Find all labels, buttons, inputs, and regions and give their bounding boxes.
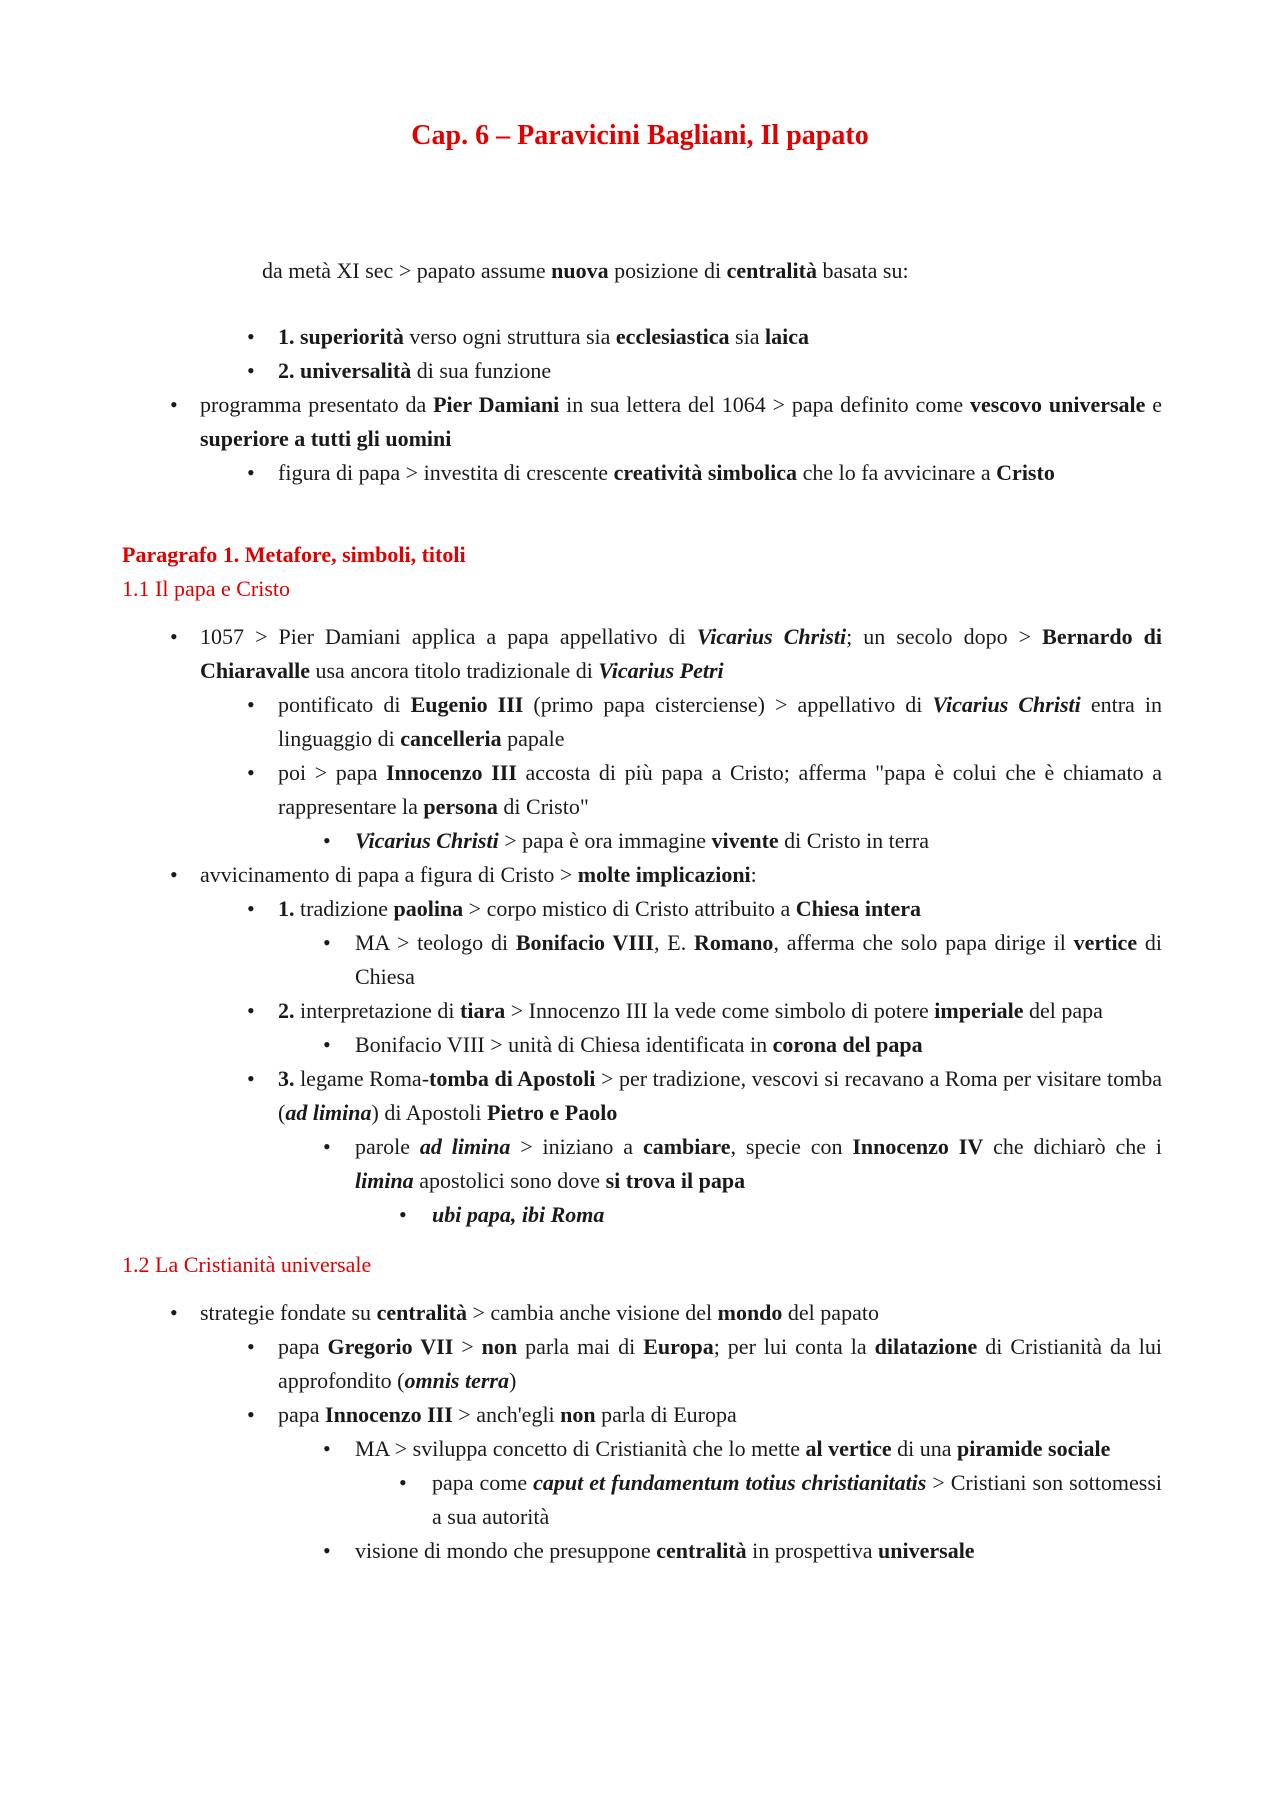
list-item bbox=[122, 456, 1162, 490]
text: pontificato di bbox=[278, 692, 411, 717]
bold-text: mondo bbox=[717, 1300, 783, 1325]
bold-text: centralità bbox=[376, 1300, 467, 1325]
subsection-heading: 1.2 La Cristianità universale bbox=[122, 1252, 372, 1277]
bold-text: dilatazione bbox=[874, 1334, 978, 1359]
text: apostolici sono dove bbox=[413, 1168, 606, 1193]
text: da metà XI sec > papato assume bbox=[262, 258, 552, 283]
text: papa bbox=[278, 1334, 328, 1359]
section-1-1-list bbox=[122, 620, 1162, 1232]
text: accosta di più papa a Cristo; afferma "papa è colui che è chiamato a rappresentare la bbox=[278, 760, 1162, 819]
list-item bbox=[122, 892, 1162, 926]
list-item bbox=[122, 1466, 1162, 1534]
text: , afferma che solo papa dirige il bbox=[773, 930, 1074, 955]
bold-text: Europa bbox=[643, 1334, 714, 1359]
bold-text: nuova bbox=[551, 258, 609, 283]
list-item bbox=[122, 388, 1162, 456]
text: strategie fondate su bbox=[200, 1300, 377, 1325]
text: di sua funzione bbox=[411, 358, 552, 383]
text: > papa è ora immagine bbox=[498, 828, 712, 853]
bold-text: corona del papa bbox=[772, 1032, 923, 1057]
bold-text: superiore a tutti gli uomini bbox=[200, 426, 452, 451]
bold-text: cancelleria bbox=[400, 726, 502, 751]
bold-text: Chiesa intera bbox=[795, 896, 922, 921]
text: che dichiarò che i bbox=[983, 1134, 1163, 1159]
bold-text: Gregorio VII bbox=[327, 1334, 454, 1359]
bold-text: non bbox=[481, 1334, 518, 1359]
text: > anch'egli bbox=[452, 1402, 561, 1427]
text: > iniziano a bbox=[510, 1134, 643, 1159]
list-item bbox=[122, 620, 1162, 688]
list-item bbox=[122, 926, 1162, 994]
list-item bbox=[122, 1062, 1162, 1130]
text: ) bbox=[509, 1368, 517, 1393]
bold-text: Pier Damiani bbox=[433, 392, 560, 417]
list-item bbox=[122, 1198, 1162, 1232]
text: ; per lui conta la bbox=[713, 1334, 875, 1359]
bold-italic-text: Vicarius Christi bbox=[355, 828, 499, 853]
text: e bbox=[1145, 392, 1163, 417]
text: > bbox=[453, 1334, 482, 1359]
list-item bbox=[122, 756, 1162, 824]
text: poi > papa bbox=[278, 760, 386, 785]
list-item bbox=[122, 1130, 1162, 1198]
bold-text: Bernardo di Chiaravalle bbox=[200, 624, 1162, 683]
bold-text: si trova il papa bbox=[605, 1168, 746, 1193]
bold-text: Romano bbox=[693, 930, 774, 955]
bold-italic-text: ad limina bbox=[419, 1134, 511, 1159]
bold-text: Pietro e Paolo bbox=[487, 1100, 618, 1125]
text: posizione di bbox=[608, 258, 727, 283]
list-item bbox=[122, 354, 1162, 388]
bold-text: Bonifacio VIII bbox=[515, 930, 654, 955]
bold-italic-text: caput et fundamentum totius christianitatis bbox=[533, 1470, 927, 1495]
text: , specie con bbox=[730, 1134, 853, 1159]
text: parla mai di bbox=[517, 1334, 644, 1359]
list-item bbox=[122, 1432, 1162, 1466]
text: > corpo mistico di Cristo attribuito a bbox=[463, 896, 796, 921]
bold-text: ecclesiastica bbox=[615, 324, 730, 349]
text: (primo papa cisterciense) > appellativo di bbox=[523, 692, 933, 717]
text: MA > teologo di bbox=[355, 930, 516, 955]
bold-italic-text: Vicarius Christi bbox=[696, 624, 847, 649]
text: > cambia anche visione del bbox=[466, 1300, 718, 1325]
text: parla di Europa bbox=[595, 1402, 737, 1427]
text: papa come bbox=[432, 1470, 534, 1495]
text: entra in linguaggio di bbox=[278, 692, 1162, 751]
bold-text: 1. bbox=[278, 896, 295, 921]
text: avvicinamento di papa a figura di Cristo > bbox=[200, 862, 578, 887]
bold-text: 2. universalità bbox=[278, 358, 412, 383]
bold-text: cambiare bbox=[642, 1134, 731, 1159]
text: MA > sviluppa concetto di Cristianità che lo mette bbox=[355, 1436, 806, 1461]
text: in sua lettera del 1064 > papa definito come bbox=[559, 392, 970, 417]
bold-italic-text: Vicarius Petri bbox=[598, 658, 724, 683]
text: tradizione bbox=[294, 896, 394, 921]
bold-text: centralità bbox=[656, 1538, 747, 1563]
intro-line bbox=[262, 258, 909, 284]
bold-text: paolina bbox=[393, 896, 464, 921]
text: legame Roma- bbox=[294, 1066, 430, 1091]
bold-text: vivente bbox=[711, 828, 779, 853]
text: programma presentato da bbox=[200, 392, 434, 417]
bold-text: centralità bbox=[726, 258, 817, 283]
text: in prospettiva bbox=[746, 1538, 879, 1563]
bold-italic-text: omnis terra bbox=[404, 1368, 509, 1393]
list-item bbox=[122, 858, 1162, 892]
list-item bbox=[122, 1330, 1162, 1398]
bold-text: Innocenzo III bbox=[325, 1402, 453, 1427]
text: di Cristianità da lui approfondito ( bbox=[278, 1334, 1162, 1393]
list-item bbox=[122, 1296, 1162, 1330]
bold-text: 3. bbox=[278, 1066, 295, 1091]
text: usa ancora titolo tradizionale di bbox=[310, 658, 599, 683]
bold-text: vescovo universale bbox=[969, 392, 1146, 417]
text: : bbox=[750, 862, 757, 887]
text: , E. bbox=[654, 930, 694, 955]
list-item bbox=[122, 1534, 1162, 1568]
bold-italic-text: ad limina bbox=[285, 1100, 372, 1125]
intro-list bbox=[122, 320, 1162, 490]
list-item bbox=[122, 688, 1162, 756]
text: del papato bbox=[782, 1300, 879, 1325]
text: figura di papa > investita di crescente bbox=[278, 460, 614, 485]
bold-italic-text: ubi papa, ibi Roma bbox=[432, 1202, 605, 1227]
bold-text: 1. superiorità bbox=[278, 324, 404, 349]
bold-italic-text: limina bbox=[355, 1168, 414, 1193]
text: > Innocenzo III la vede come simbolo di potere bbox=[505, 998, 935, 1023]
text: papale bbox=[501, 726, 565, 751]
section-heading: Paragrafo 1. Metafore, simboli, titoli bbox=[122, 542, 466, 567]
bold-text: persona bbox=[423, 794, 498, 819]
bold-text: laica bbox=[764, 324, 809, 349]
bold-text: Eugenio III bbox=[410, 692, 524, 717]
text: che lo fa avvicinare a bbox=[797, 460, 997, 485]
bold-text: piramide sociale bbox=[956, 1436, 1111, 1461]
bold-text: 2. bbox=[278, 998, 295, 1023]
bold-text: imperiale bbox=[934, 998, 1024, 1023]
bold-text: Cristo bbox=[996, 460, 1055, 485]
text: visione di mondo che presuppone bbox=[355, 1538, 657, 1563]
bold-text: Innocenzo III bbox=[385, 760, 517, 785]
list-item bbox=[122, 1028, 1162, 1062]
list-item bbox=[122, 994, 1162, 1028]
bold-text: non bbox=[560, 1402, 596, 1427]
text: > Cristiani son sottomessi a sua autorità bbox=[432, 1470, 1162, 1529]
text: del papa bbox=[1023, 998, 1103, 1023]
document-body bbox=[122, 320, 1162, 1568]
text: 1057 > Pier Damiani applica a papa appellativo di bbox=[200, 624, 697, 649]
list-item bbox=[122, 320, 1162, 354]
bold-text: tiara bbox=[460, 998, 506, 1023]
bold-italic-text: Vicarius Christi bbox=[932, 692, 1081, 717]
text: sia bbox=[729, 324, 765, 349]
text: basata su: bbox=[816, 258, 909, 283]
bold-text: universale bbox=[878, 1538, 975, 1563]
list-item bbox=[122, 1398, 1162, 1432]
bold-text: molte implicazioni bbox=[577, 862, 751, 887]
text: di una bbox=[891, 1436, 957, 1461]
subsection-heading: 1.1 Il papa e Cristo bbox=[122, 576, 291, 601]
text: interpretazione di bbox=[294, 998, 461, 1023]
text: ) di Apostoli bbox=[371, 1100, 488, 1125]
text: ; un secolo dopo > bbox=[846, 624, 1043, 649]
text: parole bbox=[355, 1134, 420, 1159]
text: > per tradizione, vescovi si recavano a Roma per visitare tomba ( bbox=[278, 1066, 1162, 1125]
text: di Cristo" bbox=[497, 794, 589, 819]
list-item bbox=[122, 824, 1162, 858]
text: papa bbox=[278, 1402, 326, 1427]
text: verso ogni struttura sia bbox=[403, 324, 616, 349]
text: Bonifacio VIII > unità di Chiesa identificata in bbox=[355, 1032, 773, 1057]
bold-text: creatività simbolica bbox=[613, 460, 798, 485]
text: di Chiesa bbox=[355, 930, 1162, 989]
bold-text: vertice bbox=[1073, 930, 1138, 955]
bold-text: al vertice bbox=[805, 1436, 892, 1461]
bold-text: Innocenzo IV bbox=[852, 1134, 984, 1159]
page-title: Cap. 6 – Paravicini Bagliani, Il papato bbox=[411, 120, 869, 151]
bold-text: tomba di Apostoli bbox=[429, 1066, 596, 1091]
section-1-2-list bbox=[122, 1296, 1162, 1568]
text: di Cristo in terra bbox=[778, 828, 929, 853]
